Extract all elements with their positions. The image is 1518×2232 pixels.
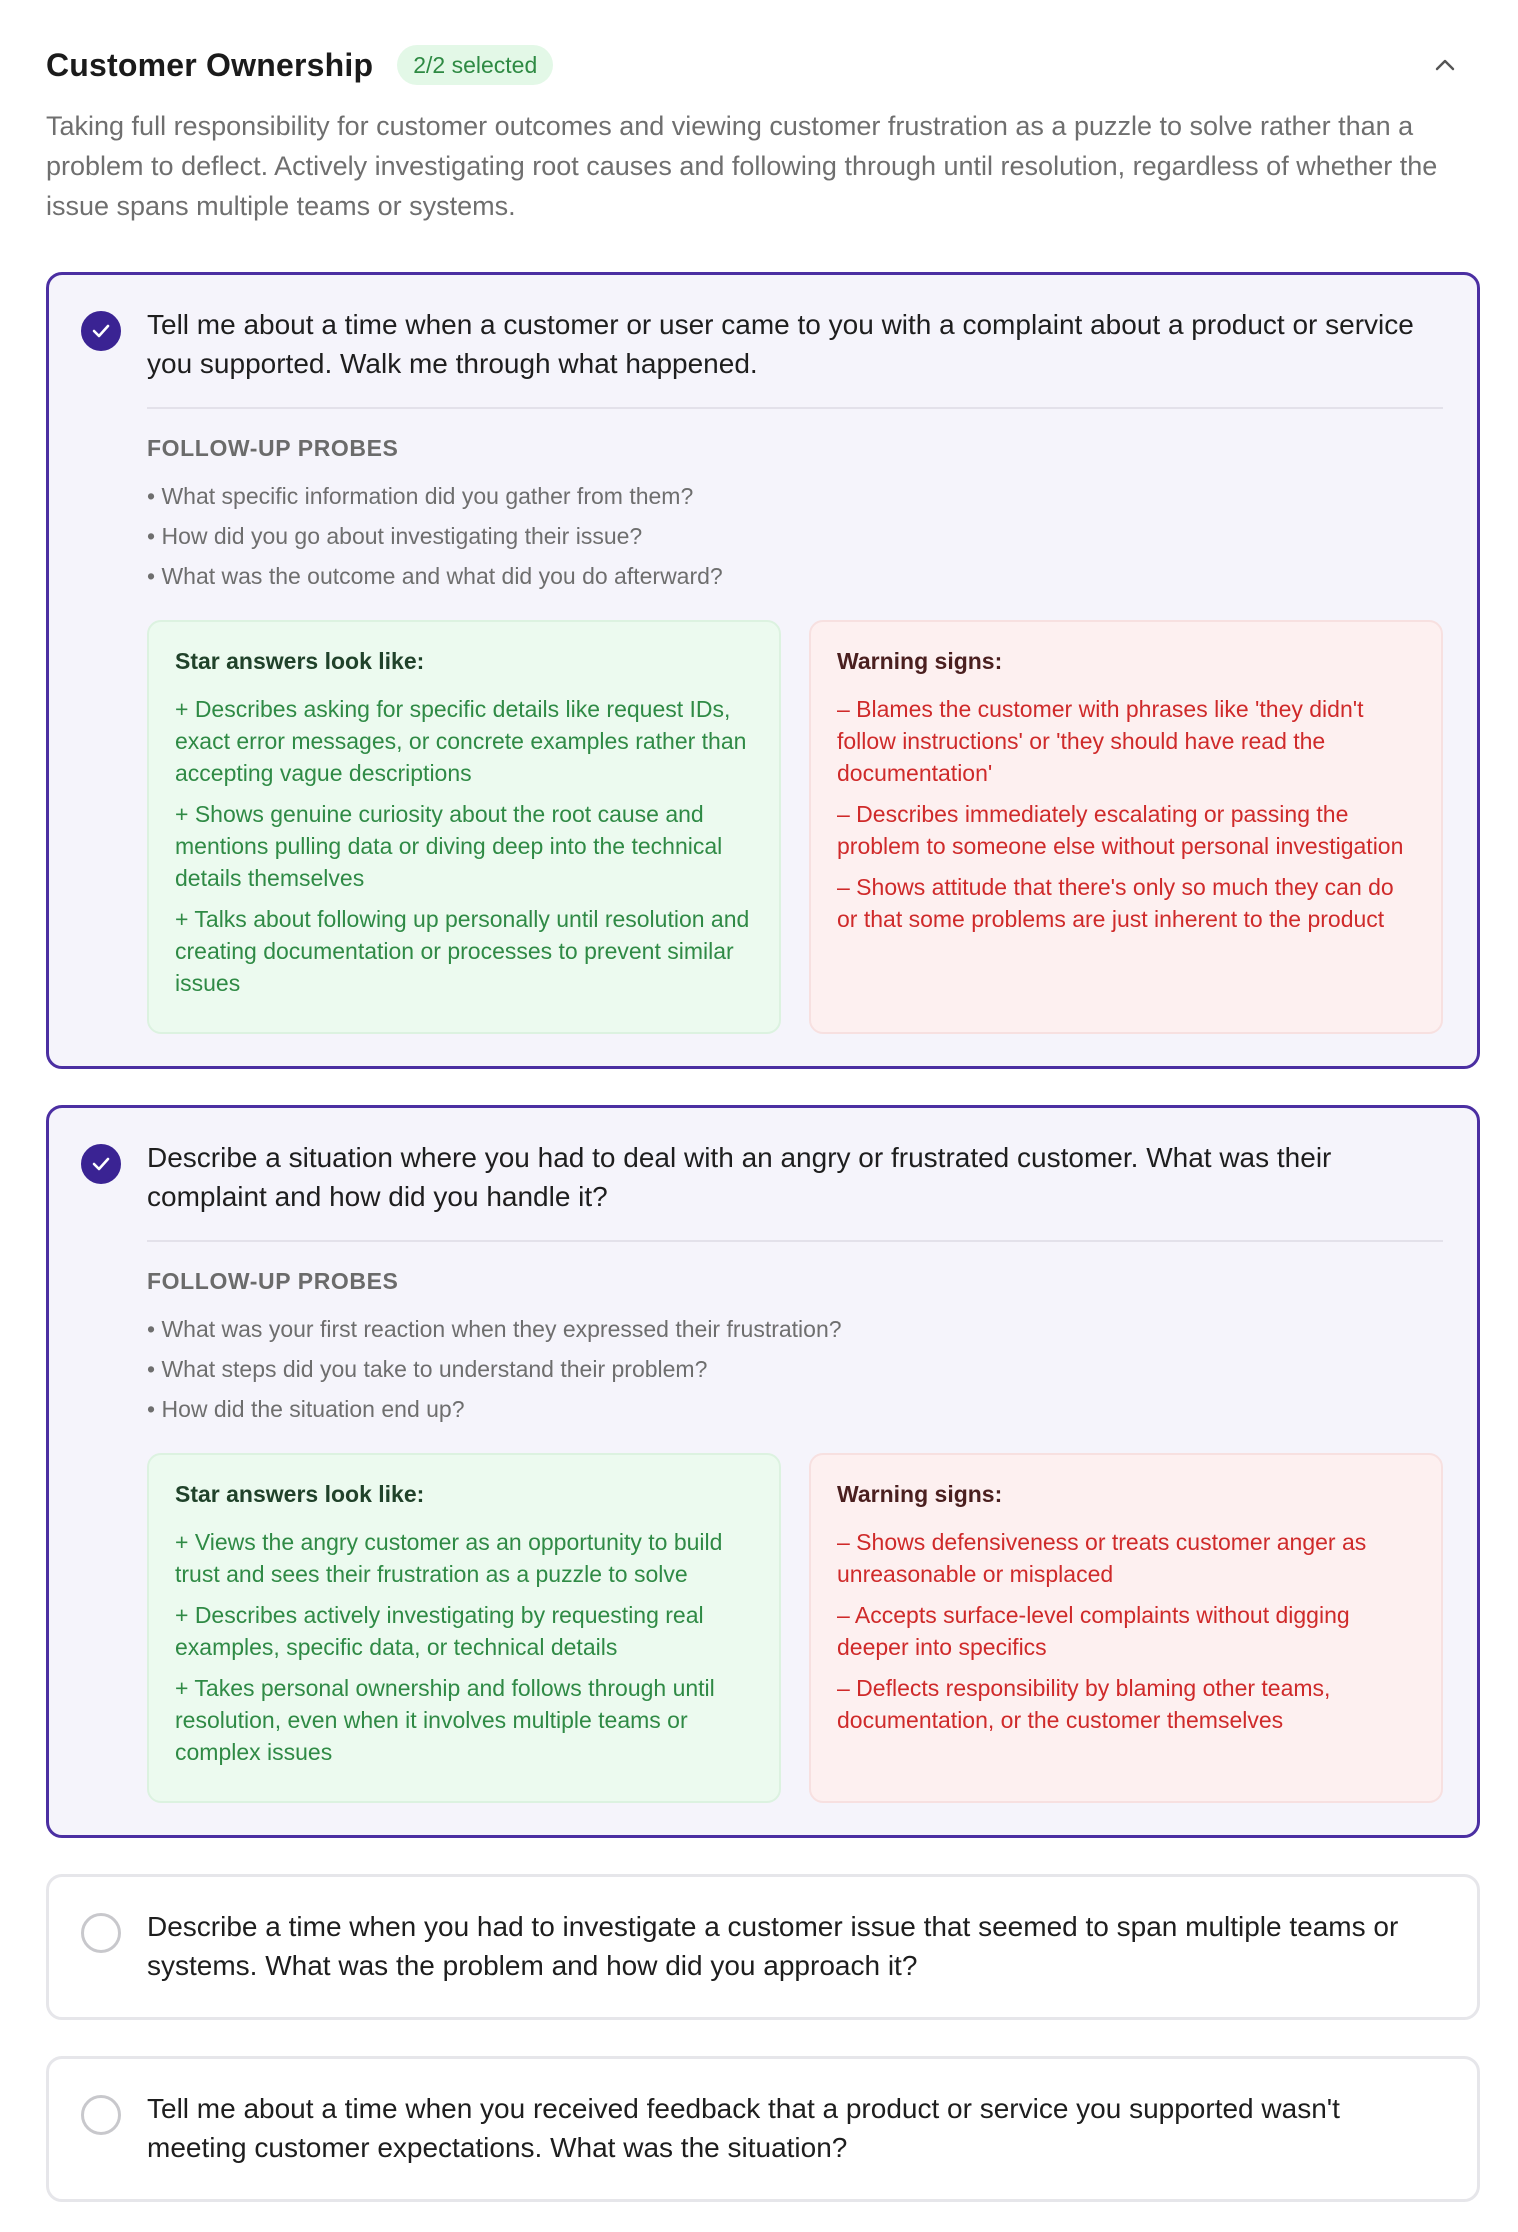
star-answer-item: + Views the angry customer as an opportunity to build trust and sees their frustration as a puzzle to solve bbox=[175, 1529, 723, 1587]
probes-title: FOLLOW-UP PROBES bbox=[147, 435, 399, 461]
star-answers-box bbox=[147, 1453, 781, 1803]
divider bbox=[147, 407, 1443, 409]
check-icon[interactable] bbox=[81, 311, 121, 351]
warning-signs-box bbox=[809, 620, 1443, 1034]
question-text: Tell me about a time when a customer or user came to you with a complaint about a product or service you supported. Walk me through what happened. bbox=[147, 309, 1414, 379]
star-answer-item: + Describes actively investigating by requesting real examples, specific data, or technical details bbox=[175, 1602, 704, 1660]
section-title: Customer Ownership bbox=[46, 46, 374, 83]
star-answer-item: + Describes asking for specific details like request IDs, exact error messages, or concrete examples rather than accepting vague descriptions bbox=[175, 696, 747, 786]
warning-signs-box bbox=[809, 1453, 1443, 1803]
question-card[interactable] bbox=[46, 1105, 1480, 1838]
warning-sign-item: – Describes immediately escalating or passing the problem to someone else without personal investigation bbox=[837, 801, 1404, 859]
warning-sign-item: – Shows attitude that there's only so much they can do or that some problems are just inherent to the product bbox=[837, 874, 1394, 932]
warning-sign-item: – Blames the customer with phrases like 'they didn't follow instructions' or 'they should have read the documentation' bbox=[837, 696, 1364, 786]
empty-circle-icon[interactable] bbox=[81, 2095, 121, 2135]
answer-guide bbox=[147, 620, 1443, 1034]
empty-circle-icon[interactable] bbox=[81, 1913, 121, 1953]
question-card[interactable] bbox=[46, 272, 1480, 1069]
star-answer-item: + Talks about following up personally until resolution and creating documentation or processes to prevent similar issues bbox=[175, 906, 750, 996]
section-header bbox=[46, 42, 1472, 88]
question-text: Tell me about a time when you received feedback that a product or service you supported wasn't meeting customer expectations. What was the situation? bbox=[147, 2093, 1340, 2163]
selection-count-badge: 2/2 selected bbox=[397, 45, 553, 85]
warning-signs-title: Warning signs: bbox=[837, 648, 1003, 674]
probe-item: • What specific information did you gather from them? bbox=[147, 476, 1443, 516]
chevron-up-icon[interactable] bbox=[1432, 52, 1458, 78]
probe-item: • How did the situation end up? bbox=[147, 1389, 1443, 1429]
star-answers-title: Star answers look like: bbox=[175, 1481, 425, 1507]
question-card[interactable] bbox=[46, 2056, 1480, 2202]
warning-sign-item: – Accepts surface-level complaints without digging deeper into specifics bbox=[837, 1602, 1350, 1660]
star-answers-box bbox=[147, 620, 781, 1034]
question-list bbox=[46, 272, 1472, 2202]
warning-signs-title: Warning signs: bbox=[837, 1481, 1003, 1507]
star-answer-item: + Takes personal ownership and follows through until resolution, even when it involves multiple teams or complex issues bbox=[175, 1675, 715, 1765]
probes-list bbox=[147, 1309, 1443, 1429]
question-card[interactable] bbox=[46, 1874, 1480, 2020]
question-text: Describe a situation where you had to deal with an angry or frustrated customer. What was their complaint and how did you handle it? bbox=[147, 1142, 1332, 1212]
probe-item: • How did you go about investigating their issue? bbox=[147, 516, 1443, 556]
section-description: Taking full responsibility for customer outcomes and viewing customer frustration as a puzzle to solve rather than a problem to deflect. Actively investigating root causes and following through until resolution, regardless of whether the issue spans multiple teams or systems. bbox=[46, 111, 1438, 221]
divider bbox=[147, 1240, 1443, 1242]
probe-item: • What was your first reaction when they expressed their frustration? bbox=[147, 1309, 1443, 1349]
answer-guide bbox=[147, 1453, 1443, 1803]
probe-item: • What was the outcome and what did you do afterward? bbox=[147, 556, 1443, 596]
star-answers-title: Star answers look like: bbox=[175, 648, 425, 674]
probes-title: FOLLOW-UP PROBES bbox=[147, 1268, 399, 1294]
probes-list bbox=[147, 476, 1443, 596]
probe-item: • What steps did you take to understand their problem? bbox=[147, 1349, 1443, 1389]
warning-sign-item: – Deflects responsibility by blaming other teams, documentation, or the customer themselves bbox=[837, 1675, 1331, 1733]
warning-sign-item: – Shows defensiveness or treats customer anger as unreasonable or misplaced bbox=[837, 1529, 1367, 1587]
star-answer-item: + Shows genuine curiosity about the root cause and mentions pulling data or diving deep into the technical details themselves bbox=[175, 801, 723, 891]
check-icon[interactable] bbox=[81, 1144, 121, 1184]
question-text: Describe a time when you had to investigate a customer issue that seemed to span multiple teams or systems. What was the problem and how did you approach it? bbox=[147, 1911, 1399, 1981]
